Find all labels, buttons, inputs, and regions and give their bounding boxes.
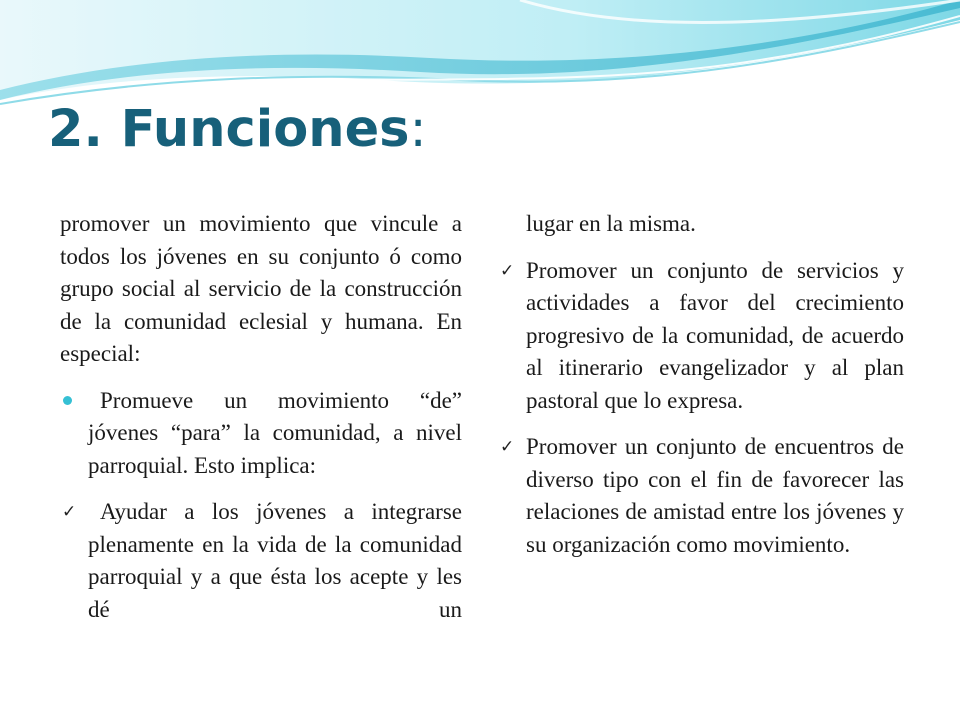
check-item-1-text: Ayudar a los jóvenes a integrarse plenamente en la vida de la comunidad parroquial y a que ésta los acepte y les dé un <box>88 499 462 622</box>
intro-paragraph: promover un movimiento que vincule a todos los jóvenes en su conjunto ó como grupo social al servicio de la construcción de la comunidad eclesial y humana. En especial: <box>60 211 462 366</box>
title-colon: : <box>409 100 427 159</box>
check-item-2 <box>498 255 904 418</box>
check-item-1 <box>60 496 462 626</box>
dot-bullet-icon <box>63 396 72 405</box>
bullet-text: Promueve un movimiento “de” jóvenes “para” la comunidad, a nivel parroquial. Esto implica: <box>88 387 462 478</box>
title-text: 2. Funciones <box>48 100 410 159</box>
slide-title <box>48 100 427 159</box>
check-item-2-text: Promover un conjunto de servicios y actividades a favor del crecimiento progresivo de la comunidad, de acuerdo al itinerario evangelizador y al plan pastoral que lo expresa. <box>526 257 904 413</box>
check-item-3 <box>498 431 904 561</box>
checkmark-icon: ✓ <box>500 437 515 456</box>
bullet-item <box>60 385 462 483</box>
checkmark-icon: ✓ <box>62 502 77 521</box>
continuation-text: lugar en la misma. <box>526 211 696 236</box>
checkmark-icon: ✓ <box>500 260 515 280</box>
right-column <box>498 208 904 561</box>
left-column <box>60 208 462 626</box>
check-item-3-text: Promover un conjunto de encuentros de diverso tipo con el fin de favorecer las relaciones de amistad entre los jóvenes y su organización como movimiento. <box>526 434 904 557</box>
